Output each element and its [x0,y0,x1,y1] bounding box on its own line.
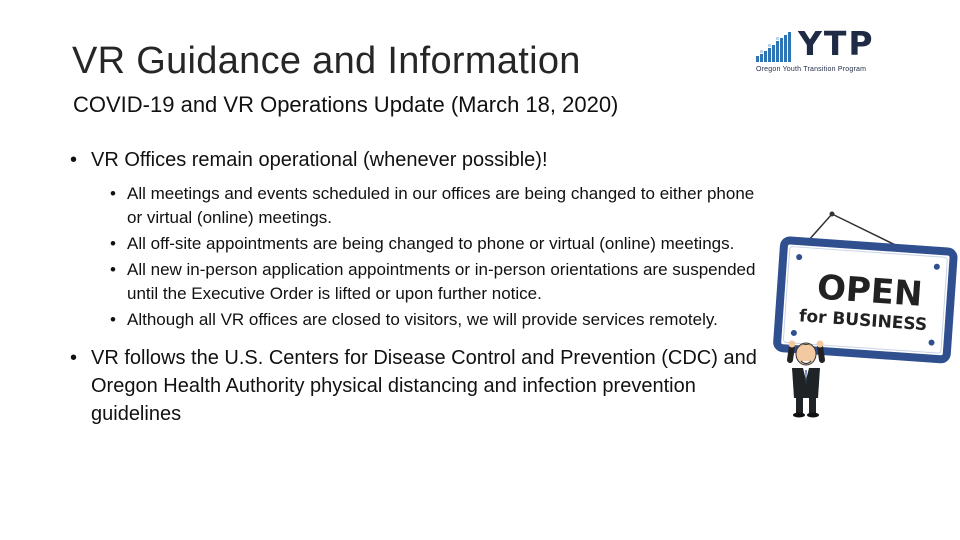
businessman-icon [789,341,824,418]
bullet-item [70,146,770,174]
bullet-dot: • [70,149,78,171]
sign-open-text: OPEN [815,267,924,315]
logo-tagline: Oregon Youth Transition Program [756,66,867,73]
bullet-list [70,146,770,428]
open-for-business-illustration [772,210,960,420]
sub-bullet-item [70,232,770,256]
sub-bullet-dot: • [110,184,116,203]
sub-bullet-text: Although all VR offices are closed to visitors, we will provide services remotely. [127,310,718,329]
open-sign [777,240,954,360]
sub-bullet-text: All meetings and events scheduled in our offices are being changed to either phone or virtual (online) meetings. [127,184,755,227]
sub-bullet-dot: • [110,310,116,329]
sub-bullet-dot: • [110,234,116,253]
sub-bullet-item [70,182,770,230]
slide-subtitle: COVID-19 and VR Operations Update (March 18, 2020) [73,92,619,117]
bullet-text: VR follows the U.S. Centers for Disease Control and Prevention (CDC) and Oregon Health Authority physical distancing and infection prevention guidelines [91,347,757,425]
slide-title: VR Guidance and Information [72,40,581,82]
logo-wordmark: YTP [798,24,875,63]
sign-business-text: for BUSINESS [798,306,928,336]
bullet-dot: • [70,347,78,369]
sub-bullet-item [70,258,770,306]
sub-bullet-dot: • [110,260,116,279]
bullet-text: VR Offices remain operational (whenever possible)! [91,149,548,171]
bar-chart-logo-icon [756,30,796,62]
ytp-logo [752,24,898,80]
sub-bullet-list [70,182,770,332]
sub-bullet-text: All off-site appointments are being changed to phone or virtual (online) meetings. [127,234,735,253]
sub-bullet-item [70,308,770,332]
sub-bullet-text: All new in-person application appointments or in-person orientations are suspended until the Executive Order is lifted or upon further notice. [127,260,756,303]
bullet-item [70,344,770,428]
